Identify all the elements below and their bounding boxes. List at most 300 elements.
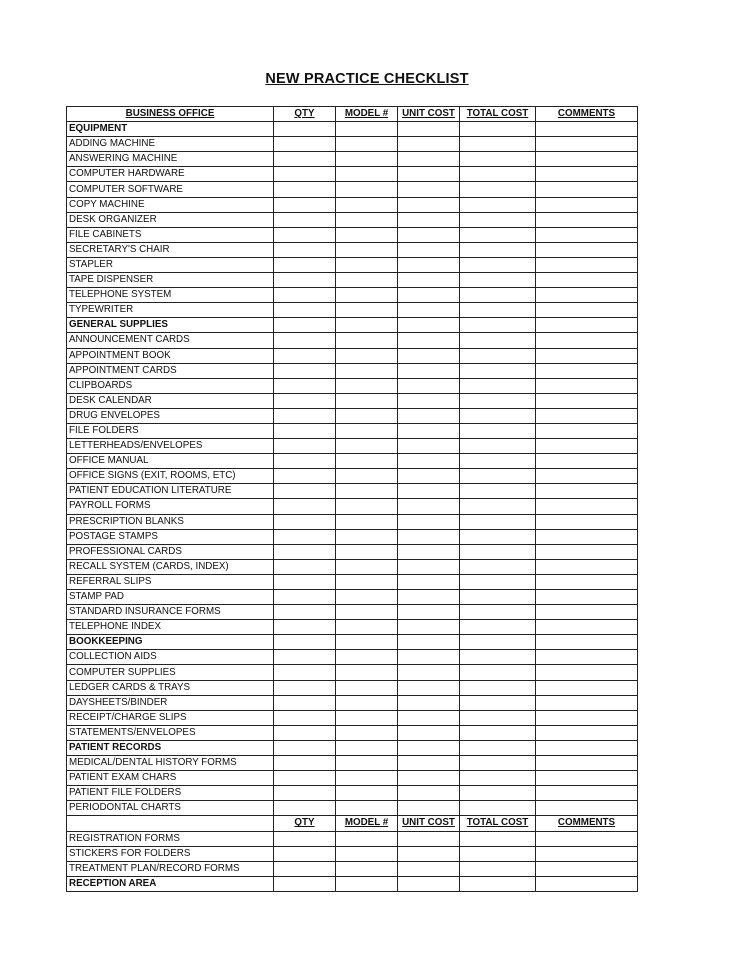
model-cell — [336, 650, 398, 665]
header-total-cost: TOTAL COST — [460, 107, 536, 122]
unit-cost-cell — [398, 484, 460, 499]
unit-cost-cell — [398, 378, 460, 393]
model-cell — [336, 695, 398, 710]
header-comments: COMMENTS — [536, 107, 638, 122]
qty-cell — [274, 831, 336, 846]
comments-cell — [536, 454, 638, 469]
comments-cell — [536, 242, 638, 257]
section-label: RECEPTION AREA — [67, 876, 274, 891]
qty-cell — [274, 393, 336, 408]
comments-cell — [536, 665, 638, 680]
unit-cost-cell — [398, 288, 460, 303]
comments-cell — [536, 227, 638, 242]
unit-cost-cell — [398, 650, 460, 665]
item-row — [67, 529, 638, 544]
qty-cell — [274, 650, 336, 665]
item-label: OFFICE MANUAL — [67, 454, 274, 469]
item-label: TAPE DISPENSER — [67, 273, 274, 288]
comments-cell — [536, 590, 638, 605]
comments-cell — [536, 831, 638, 846]
unit-cost-cell — [398, 574, 460, 589]
model-cell — [336, 393, 398, 408]
item-label: TELEPHONE INDEX — [67, 620, 274, 635]
item-row — [67, 167, 638, 182]
model-cell — [336, 439, 398, 454]
qty-cell — [274, 348, 336, 363]
section-label: GENERAL SUPPLIES — [67, 318, 274, 333]
header-unit-cost: UNIT COST — [398, 816, 460, 831]
item-label: LEDGER CARDS & TRAYS — [67, 680, 274, 695]
comments-cell — [536, 529, 638, 544]
qty-cell — [274, 182, 336, 197]
checklist-table — [66, 106, 638, 892]
total-cost-cell — [460, 574, 536, 589]
qty-cell — [274, 529, 336, 544]
qty-cell — [274, 439, 336, 454]
comments-cell — [536, 257, 638, 272]
qty-cell — [274, 514, 336, 529]
unit-cost-cell — [398, 257, 460, 272]
total-cost-cell — [460, 242, 536, 257]
comments-cell — [536, 378, 638, 393]
item-row — [67, 544, 638, 559]
unit-cost-cell — [398, 605, 460, 620]
comments-cell — [536, 650, 638, 665]
header-model: MODEL # — [336, 816, 398, 831]
comments-cell — [536, 393, 638, 408]
item-row — [67, 393, 638, 408]
total-cost-cell — [460, 695, 536, 710]
model-cell — [336, 620, 398, 635]
comments-cell — [536, 152, 638, 167]
comments-cell — [536, 801, 638, 816]
model-cell — [336, 137, 398, 152]
total-cost-cell — [460, 318, 536, 333]
item-row — [67, 605, 638, 620]
total-cost-cell — [460, 197, 536, 212]
total-cost-cell — [460, 499, 536, 514]
item-row — [67, 801, 638, 816]
unit-cost-cell — [398, 393, 460, 408]
total-cost-cell — [460, 227, 536, 242]
item-row — [67, 273, 638, 288]
item-label: OFFICE SIGNS (EXIT, ROOMS, ETC) — [67, 469, 274, 484]
comments-cell — [536, 771, 638, 786]
model-cell — [336, 484, 398, 499]
item-label: COMPUTER SUPPLIES — [67, 665, 274, 680]
unit-cost-cell — [398, 635, 460, 650]
qty-cell — [274, 756, 336, 771]
qty-cell — [274, 303, 336, 318]
total-cost-cell — [460, 469, 536, 484]
unit-cost-cell — [398, 469, 460, 484]
model-cell — [336, 257, 398, 272]
total-cost-cell — [460, 212, 536, 227]
model-cell — [336, 514, 398, 529]
item-row — [67, 846, 638, 861]
comments-cell — [536, 756, 638, 771]
unit-cost-cell — [398, 197, 460, 212]
unit-cost-cell — [398, 514, 460, 529]
comments-cell — [536, 439, 638, 454]
qty-cell — [274, 710, 336, 725]
unit-cost-cell — [398, 242, 460, 257]
unit-cost-cell — [398, 363, 460, 378]
qty-cell — [274, 499, 336, 514]
header-total-cost: TOTAL COST — [460, 816, 536, 831]
qty-cell — [274, 725, 336, 740]
qty-cell — [274, 423, 336, 438]
item-row — [67, 197, 638, 212]
model-cell — [336, 831, 398, 846]
item-label: SECRETARY'S CHAIR — [67, 242, 274, 257]
model-cell — [336, 348, 398, 363]
section-row — [67, 122, 638, 137]
unit-cost-cell — [398, 454, 460, 469]
item-row — [67, 620, 638, 635]
item-row — [67, 574, 638, 589]
unit-cost-cell — [398, 786, 460, 801]
item-row — [67, 257, 638, 272]
comments-cell — [536, 499, 638, 514]
model-cell — [336, 273, 398, 288]
comments-cell — [536, 635, 638, 650]
unit-cost-cell — [398, 122, 460, 137]
total-cost-cell — [460, 378, 536, 393]
item-row — [67, 378, 638, 393]
total-cost-cell — [460, 529, 536, 544]
qty-cell — [274, 257, 336, 272]
unit-cost-cell — [398, 348, 460, 363]
item-label: APPOINTMENT CARDS — [67, 363, 274, 378]
total-cost-cell — [460, 665, 536, 680]
item-label: DESK ORGANIZER — [67, 212, 274, 227]
comments-cell — [536, 876, 638, 891]
qty-cell — [274, 167, 336, 182]
unit-cost-cell — [398, 861, 460, 876]
qty-cell — [274, 846, 336, 861]
item-row — [67, 559, 638, 574]
model-cell — [336, 212, 398, 227]
section-row — [67, 740, 638, 755]
comments-cell — [536, 861, 638, 876]
section-row — [67, 318, 638, 333]
total-cost-cell — [460, 876, 536, 891]
item-row — [67, 831, 638, 846]
model-cell — [336, 680, 398, 695]
unit-cost-cell — [398, 680, 460, 695]
item-row — [67, 695, 638, 710]
comments-cell — [536, 273, 638, 288]
unit-cost-cell — [398, 408, 460, 423]
unit-cost-cell — [398, 318, 460, 333]
item-label: REGISTRATION FORMS — [67, 831, 274, 846]
model-cell — [336, 574, 398, 589]
item-label: PRESCRIPTION BLANKS — [67, 514, 274, 529]
header-comments: COMMENTS — [536, 816, 638, 831]
unit-cost-cell — [398, 725, 460, 740]
model-cell — [336, 499, 398, 514]
total-cost-cell — [460, 288, 536, 303]
total-cost-cell — [460, 363, 536, 378]
item-row — [67, 137, 638, 152]
comments-cell — [536, 303, 638, 318]
comments-cell — [536, 710, 638, 725]
item-label: FILE CABINETS — [67, 227, 274, 242]
model-cell — [336, 635, 398, 650]
qty-cell — [274, 801, 336, 816]
item-label: STICKERS FOR FOLDERS — [67, 846, 274, 861]
model-cell — [336, 771, 398, 786]
item-row — [67, 439, 638, 454]
model-cell — [336, 242, 398, 257]
qty-cell — [274, 876, 336, 891]
qty-cell — [274, 212, 336, 227]
total-cost-cell — [460, 756, 536, 771]
header-qty: QTY — [274, 816, 336, 831]
comments-cell — [536, 680, 638, 695]
model-cell — [336, 725, 398, 740]
unit-cost-cell — [398, 212, 460, 227]
item-label: RECALL SYSTEM (CARDS, INDEX) — [67, 559, 274, 574]
item-label: COLLECTION AIDS — [67, 650, 274, 665]
item-row — [67, 242, 638, 257]
model-cell — [336, 182, 398, 197]
model-cell — [336, 665, 398, 680]
unit-cost-cell — [398, 740, 460, 755]
total-cost-cell — [460, 393, 536, 408]
total-cost-cell — [460, 514, 536, 529]
comments-cell — [536, 574, 638, 589]
model-cell — [336, 454, 398, 469]
comments-cell — [536, 288, 638, 303]
total-cost-cell — [460, 167, 536, 182]
header-unit-cost: UNIT COST — [398, 107, 460, 122]
comments-cell — [536, 469, 638, 484]
total-cost-cell — [460, 605, 536, 620]
model-cell — [336, 559, 398, 574]
total-cost-cell — [460, 831, 536, 846]
comments-cell — [536, 318, 638, 333]
comments-cell — [536, 423, 638, 438]
item-row — [67, 786, 638, 801]
unit-cost-cell — [398, 771, 460, 786]
comments-cell — [536, 605, 638, 620]
comments-cell — [536, 740, 638, 755]
qty-cell — [274, 242, 336, 257]
total-cost-cell — [460, 408, 536, 423]
header-business-office: BUSINESS OFFICE — [67, 107, 274, 122]
item-row — [67, 227, 638, 242]
item-row — [67, 590, 638, 605]
item-label: PAYROLL FORMS — [67, 499, 274, 514]
model-cell — [336, 590, 398, 605]
item-label: DAYSHEETS/BINDER — [67, 695, 274, 710]
item-label: COMPUTER SOFTWARE — [67, 182, 274, 197]
model-cell — [336, 318, 398, 333]
total-cost-cell — [460, 740, 536, 755]
total-cost-cell — [460, 635, 536, 650]
item-label: CLIPBOARDS — [67, 378, 274, 393]
comments-cell — [536, 197, 638, 212]
unit-cost-cell — [398, 303, 460, 318]
item-label: REFERRAL SLIPS — [67, 574, 274, 589]
item-row — [67, 499, 638, 514]
total-cost-cell — [460, 122, 536, 137]
model-cell — [336, 363, 398, 378]
item-row — [67, 665, 638, 680]
total-cost-cell — [460, 544, 536, 559]
total-cost-cell — [460, 786, 536, 801]
total-cost-cell — [460, 333, 536, 348]
model-cell — [336, 408, 398, 423]
comments-cell — [536, 182, 638, 197]
total-cost-cell — [460, 257, 536, 272]
total-cost-cell — [460, 590, 536, 605]
unit-cost-cell — [398, 499, 460, 514]
item-row — [67, 152, 638, 167]
unit-cost-cell — [398, 273, 460, 288]
qty-cell — [274, 695, 336, 710]
comments-cell — [536, 137, 638, 152]
section-row — [67, 635, 638, 650]
total-cost-cell — [460, 348, 536, 363]
item-label: DRUG ENVELOPES — [67, 408, 274, 423]
unit-cost-cell — [398, 423, 460, 438]
item-row — [67, 484, 638, 499]
item-label: APPOINTMENT BOOK — [67, 348, 274, 363]
item-label: TYPEWRITER — [67, 303, 274, 318]
qty-cell — [274, 469, 336, 484]
qty-cell — [274, 786, 336, 801]
model-cell — [336, 152, 398, 167]
item-label: PATIENT EXAM CHARS — [67, 771, 274, 786]
model-cell — [336, 529, 398, 544]
comments-cell — [536, 212, 638, 227]
model-cell — [336, 846, 398, 861]
unit-cost-cell — [398, 167, 460, 182]
model-cell — [336, 605, 398, 620]
qty-cell — [274, 544, 336, 559]
total-cost-cell — [460, 484, 536, 499]
model-cell — [336, 861, 398, 876]
model-cell — [336, 227, 398, 242]
qty-cell — [274, 333, 336, 348]
qty-cell — [274, 227, 336, 242]
unit-cost-cell — [398, 529, 460, 544]
item-row — [67, 182, 638, 197]
model-cell — [336, 197, 398, 212]
model-cell — [336, 333, 398, 348]
unit-cost-cell — [398, 620, 460, 635]
section-label: BOOKKEEPING — [67, 635, 274, 650]
item-row — [67, 710, 638, 725]
item-label: PATIENT FILE FOLDERS — [67, 786, 274, 801]
item-label: COMPUTER HARDWARE — [67, 167, 274, 182]
qty-cell — [274, 620, 336, 635]
item-label: ANNOUNCEMENT CARDS — [67, 333, 274, 348]
qty-cell — [274, 152, 336, 167]
unit-cost-cell — [398, 439, 460, 454]
item-row — [67, 514, 638, 529]
unit-cost-cell — [398, 227, 460, 242]
qty-cell — [274, 665, 336, 680]
qty-cell — [274, 378, 336, 393]
header-row — [67, 107, 638, 122]
total-cost-cell — [460, 620, 536, 635]
item-row — [67, 348, 638, 363]
comments-cell — [536, 786, 638, 801]
item-label: DESK CALENDAR — [67, 393, 274, 408]
item-label: STANDARD INSURANCE FORMS — [67, 605, 274, 620]
total-cost-cell — [460, 454, 536, 469]
total-cost-cell — [460, 423, 536, 438]
item-label: STATEMENTS/ENVELOPES — [67, 725, 274, 740]
item-row — [67, 725, 638, 740]
item-label: ANSWERING MACHINE — [67, 152, 274, 167]
model-cell — [336, 423, 398, 438]
header-row-repeat — [67, 816, 638, 831]
item-row — [67, 363, 638, 378]
total-cost-cell — [460, 801, 536, 816]
qty-cell — [274, 680, 336, 695]
model-cell — [336, 544, 398, 559]
unit-cost-cell — [398, 182, 460, 197]
page-title: NEW PRACTICE CHECKLIST — [265, 71, 469, 87]
item-label: ADDING MACHINE — [67, 137, 274, 152]
unit-cost-cell — [398, 544, 460, 559]
unit-cost-cell — [398, 695, 460, 710]
unit-cost-cell — [398, 876, 460, 891]
model-cell — [336, 801, 398, 816]
total-cost-cell — [460, 273, 536, 288]
item-label: PERIODONTAL CHARTS — [67, 801, 274, 816]
unit-cost-cell — [398, 801, 460, 816]
qty-cell — [274, 574, 336, 589]
comments-cell — [536, 122, 638, 137]
item-row — [67, 861, 638, 876]
total-cost-cell — [460, 861, 536, 876]
item-label: RECEIPT/CHARGE SLIPS — [67, 710, 274, 725]
item-row — [67, 680, 638, 695]
comments-cell — [536, 559, 638, 574]
header-qty: QTY — [274, 107, 336, 122]
total-cost-cell — [460, 650, 536, 665]
comments-cell — [536, 333, 638, 348]
header-model: MODEL # — [336, 107, 398, 122]
comments-cell — [536, 620, 638, 635]
comments-cell — [536, 725, 638, 740]
item-label: TREATMENT PLAN/RECORD FORMS — [67, 861, 274, 876]
qty-cell — [274, 197, 336, 212]
qty-cell — [274, 635, 336, 650]
model-cell — [336, 756, 398, 771]
qty-cell — [274, 559, 336, 574]
total-cost-cell — [460, 710, 536, 725]
item-row — [67, 771, 638, 786]
unit-cost-cell — [398, 137, 460, 152]
item-row — [67, 423, 638, 438]
model-cell — [336, 740, 398, 755]
item-row — [67, 212, 638, 227]
qty-cell — [274, 454, 336, 469]
model-cell — [336, 786, 398, 801]
comments-cell — [536, 695, 638, 710]
checklist-body — [67, 107, 638, 892]
comments-cell — [536, 484, 638, 499]
item-label: FILE FOLDERS — [67, 423, 274, 438]
item-row — [67, 756, 638, 771]
